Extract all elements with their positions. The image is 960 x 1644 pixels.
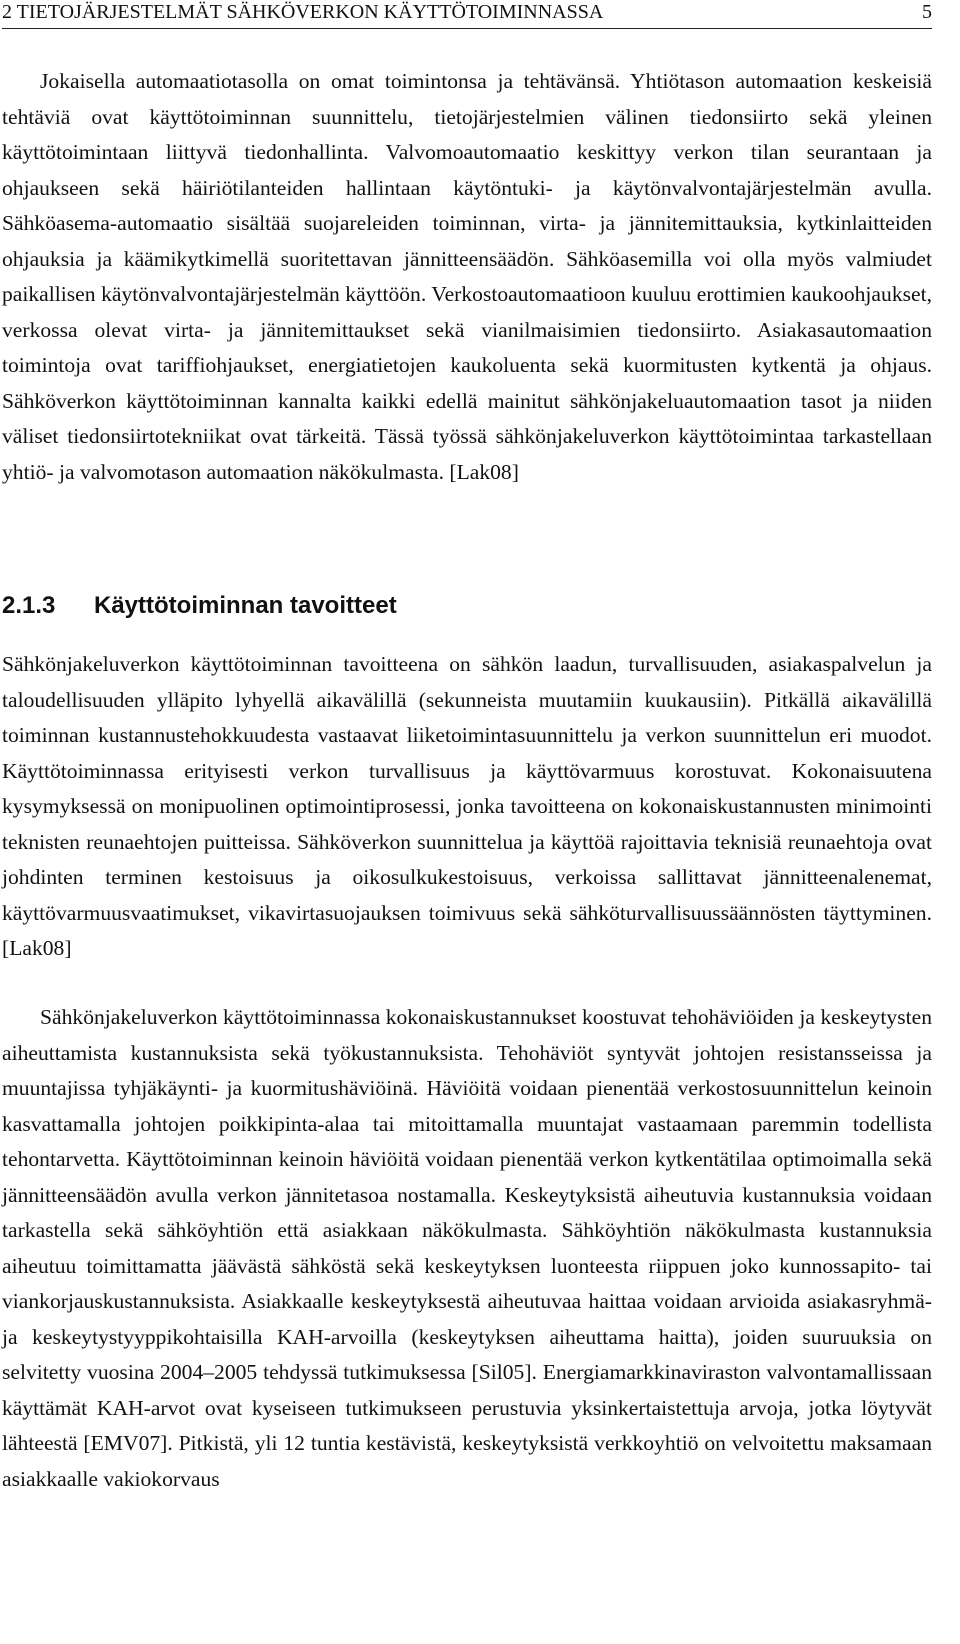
running-header <box>2 0 932 29</box>
body-paragraph-1: Jokaisella automaatiotasolla on omat toimintonsa ja tehtävänsä. Yhtiötason automaation keskeisiä tehtäviä ovat käyttötoiminnan suunnittelu, tietojärjestelmien välinen tiedonsiirto sekä yleinen käyttötoimintaan liittyvä tiedonhallinta. Valvomoautomaatio keskittyy verkon tilan seurantaan ja ohjaukseen sekä häiriötilanteiden hallintaan käytöntuki- ja käytönvalvontajärjestelmän avulla. Sähköasema-automaatio sisältää suojareleiden toiminnan, virta- ja jännitemittauksia, kytkinlaitteiden ohjauksia ja käämikytkimellä suoritettavan jännitteensäädön. Sähköasemilla voi olla myös valmiudet paikallisen käytönvalvontajärjestelmän käyttöön. Verkostoautomaatioon kuuluu erottimien kaukoohjaukset, verkossa olevat virta- ja jännitemittaukset sekä vianilmaisimien tiedonsiirto. Asiakasautomaation toimintoja ovat tariffiohjaukset, energiatietojen kaukoluenta sekä kuormitusten kytkentä ja ohjaus. Sähköverkon käyttötoiminnan kannalta kaikki edellä mainitut sähkönjakeluautomaation tasot ja niiden väliset tiedonsiirtotekniikat ovat tärkeitä. Tässä työssä sähkönjakeluverkon käyttötoimintaa tarkastellaan yhtiö- ja valvomotason automaation näkökulmasta. [Lak08] <box>2 69 932 484</box>
section-number: 2.1.3 <box>2 592 56 619</box>
page-number: 5 <box>922 1 932 23</box>
body-paragraph-2: Sähkönjakeluverkon käyttötoiminnan tavoitteena on sähkön laadun, turvallisuuden, asiakaspalvelun ja taloudellisuuden ylläpito lyhyellä aikavälillä (sekunneista muutamiin kuukausiin). Pitkällä aikavälillä toiminnan kustannustehokkuudesta vastaavat liiketoimintasuunnittelu ja verkon suunnittelun eri muodot. Käyttötoiminnassa erityisesti verkon turvallisuus ja käyttövarmuus korostuvat. Kokonaisuutena kysymyksessä on monipuolinen optimointiprosessi, jonka tavoitteena on kokonaiskustannusten minimointi teknisten reunaehtojen puitteissa. Sähköverkon suunnittelua ja käyttöä rajoittavia teknisiä reunaehtoja ovat johdinten terminen kestoisuus ja oikosulkukestoisuus, verkoissa sallittavat jännitteenalenemat, käyttövarmuusvaatimukset, vikavirtasuojauksen toimivuus sekä sähköturvallisuussäännösten täyttyminen. [Lak08] <box>2 652 932 960</box>
section-title: Käyttötoiminnan tavoitteet <box>94 592 397 619</box>
section-heading <box>2 586 932 626</box>
body-paragraph-3: Sähkönjakeluverkon käyttötoiminnassa kokonaiskustannukset koostuvat tehohäviöiden ja keskeytysten aiheuttamista kustannuksista sekä työkustannuksista. Tehohäviöt syntyvät johtojen resistansseissa ja muuntajissa tyhjäkäynti- ja kuormitushäviöinä. Häviöitä voidaan pienentää verkostosuunnittelun keinoin kasvattamalla johtojen poikkipinta-alaa tai mitoittamalla muuntajat vastaamaan paremmin todellista tehontarvetta. Käyttötoiminnan keinoin häviöitä voidaan pienentää verkon kytkentätilaa optimoimalla sekä jännitteensäädön avulla verkon jännitetasoa nostamalla. Keskeytyksistä aiheutuvia kustannuksia voidaan tarkastella sekä sähköyhtiön että asiakkaan näkökulmasta. Sähköyhtiön näkökulmasta kustannuksia aiheutuu toimittamatta jäävästä sähköstä sekä keskeytyksen luonteesta riippuen joko kunnossapito- tai viankorjauskustannuksista. Asiakkaalle keskeytyksestä aiheutuvaa haittaa voidaan arvioida asiakasryhmä- ja keskeytystyyppikohtaisilla KAH-arvoilla (keskeytyksen aiheuttama haitta), joiden suuruuksia on selvitetty vuosina 2004–2005 tehdyssä tutkimuksessa [Sil05]. Energiamarkkinaviraston valvontamallissaan käyttämät KAH-arvot ovat kyseiseen tutkimukseen perustuvia yksinkertaistettuja arvoja, jotka löytyvät lähteestä [EMV07]. Pitkistä, yli 12 tuntia kestävistä, keskeytyksistä verkkoyhtiö on velvoitettu maksamaan asiakkaalle vakiokorvaus <box>2 1005 932 1491</box>
chapter-title: 2 TIETOJÄRJESTELMÄT SÄHKÖVERKON KÄYTTÖTOIMINNASSA <box>2 1 604 23</box>
